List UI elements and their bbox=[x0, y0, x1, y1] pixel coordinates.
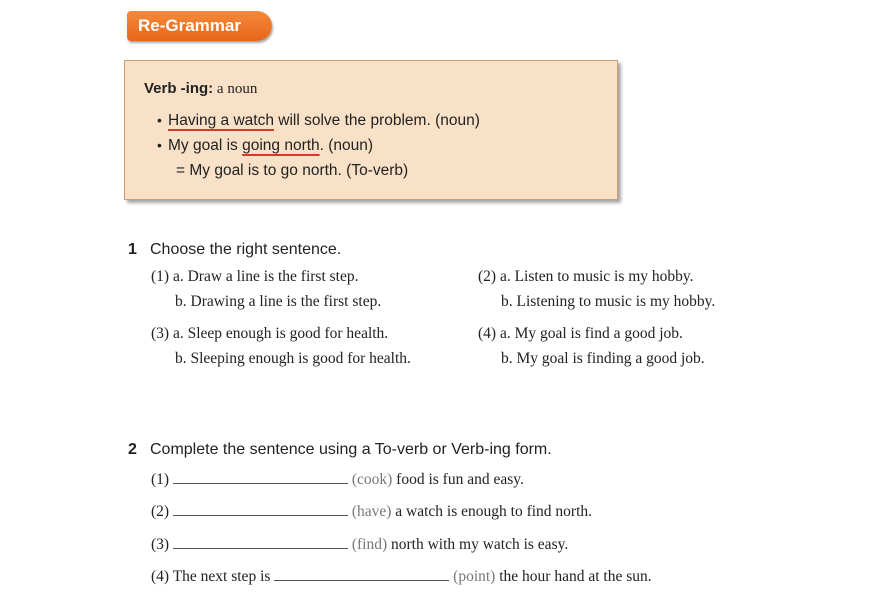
example-2: • My goal is going north. (noun) bbox=[157, 137, 374, 154]
answer-blank[interactable] bbox=[173, 469, 348, 484]
hint: (find) bbox=[351, 536, 388, 553]
bullet-icon: • bbox=[157, 112, 162, 128]
ex1-item-4b: b. My goal is finding a good job. bbox=[501, 350, 705, 367]
exercise-1-heading: 1 Choose the right sentence. bbox=[128, 241, 342, 258]
ex2-item-2: (2) (have) a watch is enough to find north. bbox=[151, 503, 593, 520]
ex1-item-2b: b. Listening to music is my hobby. bbox=[501, 293, 716, 310]
answer-blank[interactable] bbox=[173, 534, 348, 549]
ex2-item-4: (4) The next step is (point) the hour hand at the sun. bbox=[151, 568, 652, 585]
ex1-item-1b: b. Drawing a line is the first step. bbox=[175, 293, 382, 310]
example-2-underlined: going north bbox=[242, 137, 320, 154]
hint: (have) bbox=[351, 503, 392, 520]
ex1-item-3b: b. Sleeping enough is good for health. bbox=[175, 350, 411, 367]
ex1-item-1a: (1) a. Draw a line is the first step. bbox=[151, 268, 359, 285]
grammar-title bbox=[144, 80, 257, 98]
grammar-title-bold: Verb -ing: bbox=[144, 80, 214, 97]
exercise-1-instruction: Choose the right sentence. bbox=[150, 241, 342, 258]
ex2-item-1: (1) (cook) food is fun and easy. bbox=[151, 471, 524, 488]
bullet-icon: • bbox=[157, 137, 162, 153]
ex2-item-3: (3) (find) north with my watch is easy. bbox=[151, 536, 569, 553]
grammar-title-rest: a noun bbox=[216, 81, 258, 97]
hint: (cook) bbox=[351, 471, 393, 488]
exercise-2-instruction: Complete the sentence using a To-verb or Verb-ing form. bbox=[150, 441, 552, 458]
grammar-box bbox=[124, 60, 618, 200]
example-1-underlined: Having a watch bbox=[168, 112, 274, 129]
hint: (point) bbox=[453, 568, 496, 585]
answer-blank[interactable] bbox=[173, 501, 348, 516]
answer-blank[interactable] bbox=[274, 566, 449, 581]
example-1: • Having a watch will solve the problem. (noun) bbox=[157, 112, 480, 129]
ex1-item-4a: (4) a. My goal is find a good job. bbox=[478, 325, 683, 342]
section-badge: Re-Grammar bbox=[127, 11, 272, 41]
ex1-item-3a: (3) a. Sleep enough is good for health. bbox=[151, 325, 389, 342]
ex1-item-2a: (2) a. Listen to music is my hobby. bbox=[478, 268, 694, 285]
exercise-2-heading: 2 Complete the sentence using a To-verb or Verb-ing form. bbox=[128, 441, 552, 458]
example-equivalent: = My goal is to go north. (To-verb) bbox=[176, 162, 409, 179]
